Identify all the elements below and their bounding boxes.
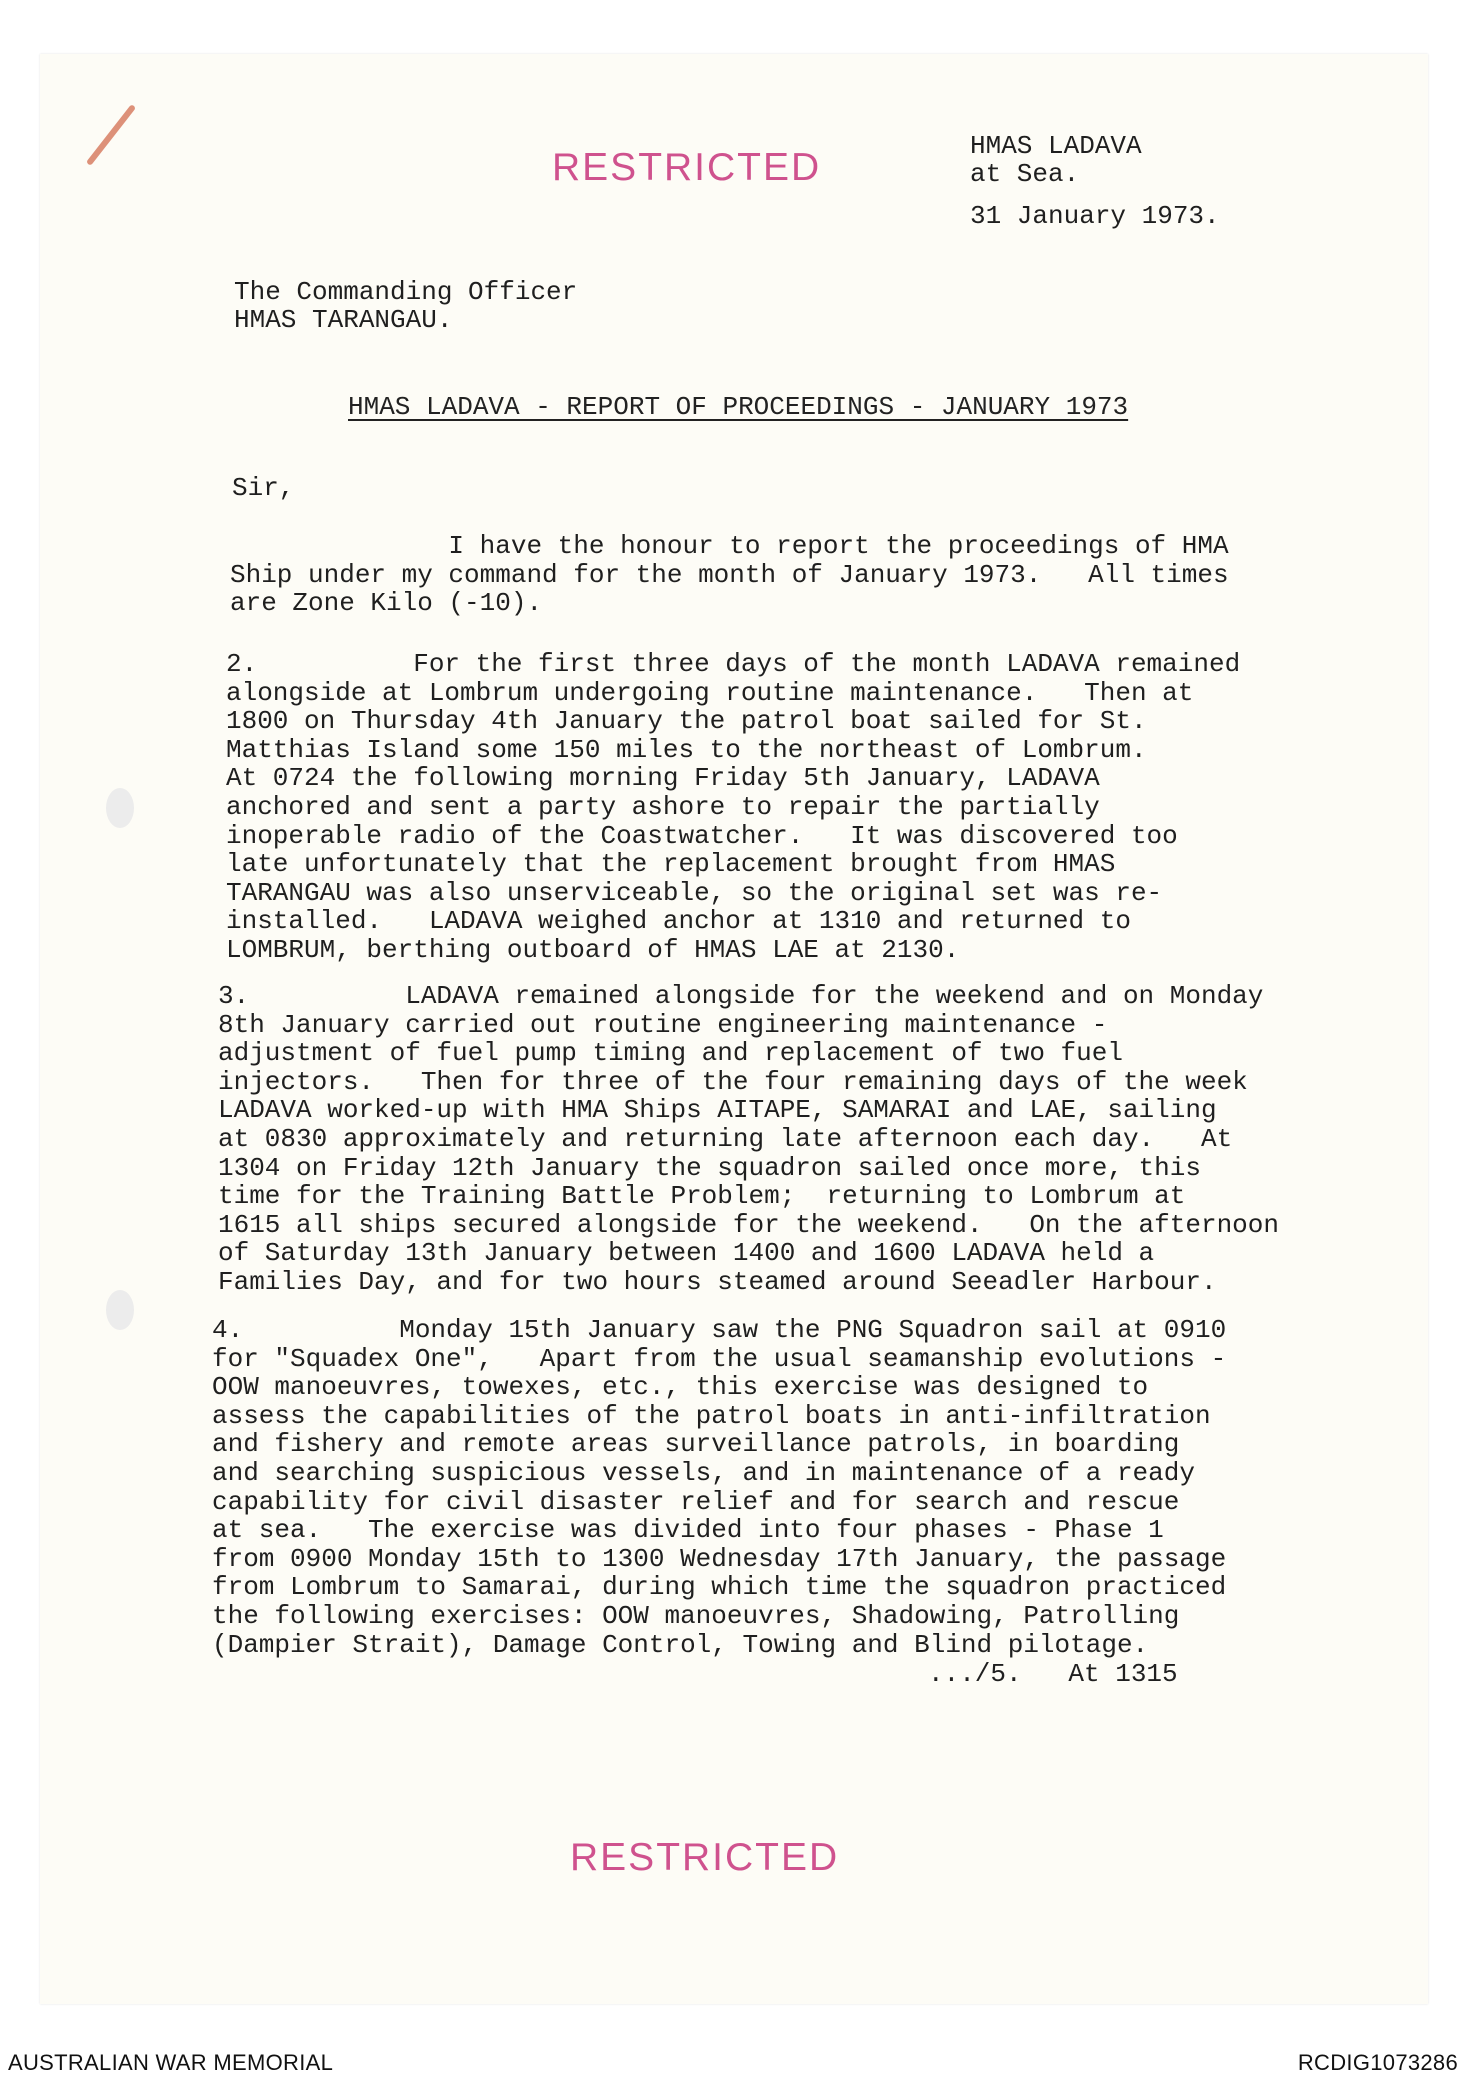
paragraph-2: 2. For the first three days of the month LADAVA remained alongside at Lombrum undergoing routine maintenance. Then at 1800 on Thursday 4th January the patrol boat sailed for St. Matthias Island some 150 miles to the northeast of Lombrum. At 0724 the following morning Friday 5th January, LADAVA anchored and sent a party ashore to repair the partially inoperable radio of the Coastwatcher. It was discovered too late unfortunately that the replacement brought from HMAS TARANGAU was also unserviceable, so the original set was re- installed. LADAVA weighed anchor at 1310 and returned to LOMBRUM, berthing outboard of HMAS LAE at 2130. bbox=[226, 649, 1241, 965]
continuation-note: .../5. At 1315 bbox=[928, 1659, 1178, 1689]
salutation: Sir, bbox=[232, 473, 295, 503]
sender-address: HMAS LADAVA at Sea. bbox=[970, 131, 1142, 189]
archive-reference: RCDIG1073286 bbox=[1297, 2050, 1458, 2075]
recipient-address: The Commanding Officer HMAS TARANGAU. bbox=[234, 277, 578, 335]
restricted-stamp-top: RESTRICTED bbox=[552, 146, 822, 189]
paragraph-3: 3. LADAVA remained alongside for the weekend and on Monday 8th January carried out routine engineering maintenance - adjustment of fuel pump timing and replacement of two fuel injectors. Then for three of the four remaining days of the week LADAVA worked-up with HMA Ships AITAPE, SAMARAI and LAE, sailing at 0830 approximately and returning late afternoon each day. At 1304 on Friday 12th January the squadron sailed once more, this time for the Training Battle Problem; returning to Lombrum at 1615 all ships secured alongside for the weekend. On the afternoon of Saturday 13th January between 1400 and 1600 LADAVA held a Families Day, and for two hours steamed around Seeadler Harbour. bbox=[218, 981, 1279, 1297]
letter-date: 31 January 1973. bbox=[970, 201, 1220, 231]
punch-hole bbox=[106, 1290, 134, 1330]
restricted-stamp-bottom: RESTRICTED bbox=[570, 1836, 840, 1879]
punch-hole bbox=[106, 788, 134, 828]
paragraph-4: 4. Monday 15th January saw the PNG Squadron sail at 0910 for "Squadex One", Apart from the usual seamanship evolutions - OOW manoeuvres, towexes, etc., this exercise was designed to assess the capabilities of the patrol boats in anti-infiltration and fishery and remote areas surveillance patrols, in boarding and searching suspicious vessels, and in maintenance of a ready capability for civil disaster relief and for search and rescue at sea. The exercise was divided into four phases - Phase 1 from 0900 Monday 15th to 1300 Wednesday 17th January, the passage from Lombrum to Samarai, during which time the squadron practiced the following exercises: OOW manoeuvres, Shadowing, Patrolling (Dampier Strait), Damage Control, Towing and Blind pilotage. bbox=[212, 1315, 1227, 1660]
report-title: HMAS LADAVA - REPORT OF PROCEEDINGS - JANUARY 1973 bbox=[348, 392, 1129, 422]
archive-credit: AUSTRALIAN WAR MEMORIAL bbox=[8, 2050, 334, 2075]
paragraph-1: I have the honour to report the proceedings of HMA Ship under my command for the month of January 1973. All times are Zone Kilo (-10). bbox=[230, 531, 1229, 619]
